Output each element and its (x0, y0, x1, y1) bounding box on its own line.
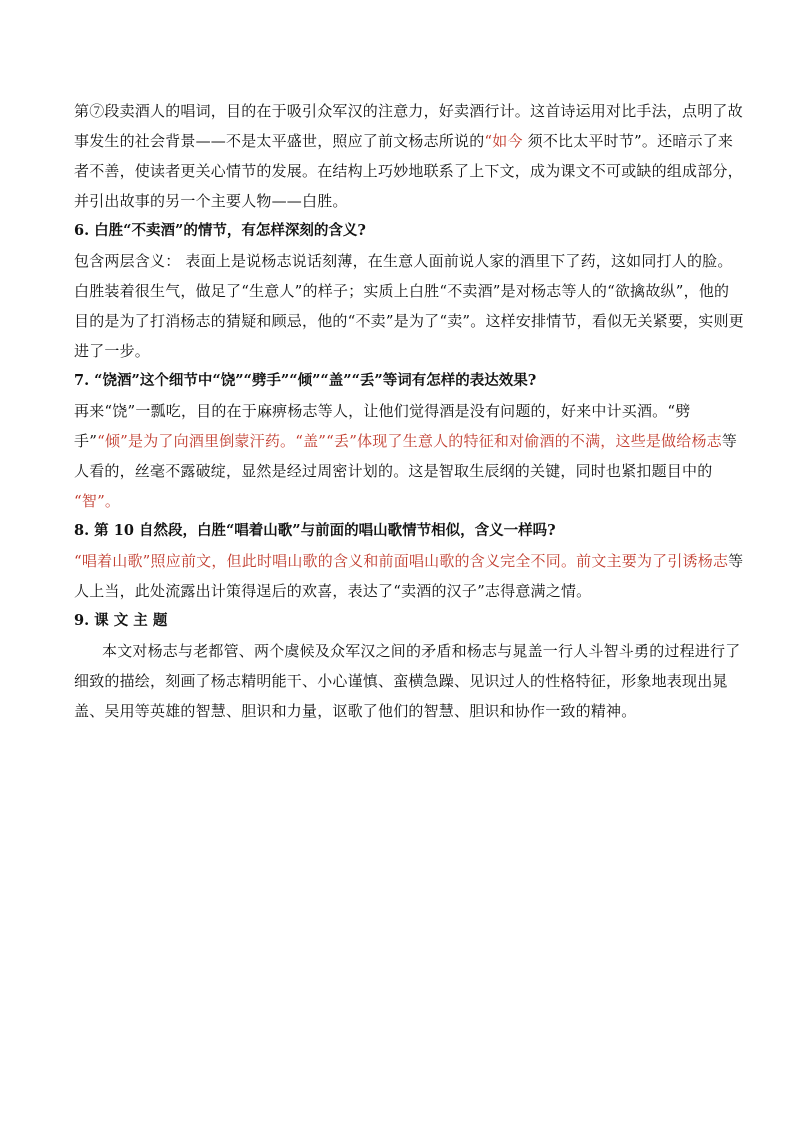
q8-answer-black: 等人上当，此处流露出计策得逞后的欢喜，表达了“卖酒的汉子”志得意满之情。 (74, 552, 744, 600)
intro-text-a: 第⑦段卖酒人的唱词，目的在于吸引众军汉的注意力，好卖酒行计。这首诗运用对比手法，点明了故事发生的社会背景——不是太平盛世，照应了前文杨志所说的 (74, 102, 743, 150)
intro-text-b: 须不比太平时节”。还暗示了来者不善，使读者更关心情节的发展。在结构上巧妙地联系了上下文，成为课文不可或缺的组成部分，并引出故事的另一个主要人物——白胜。 (74, 132, 743, 210)
question-8-heading: 8. 第 10 自然段，白胜“唱着山歌”与前面的唱山歌情节相似，含义一样吗? (74, 522, 556, 539)
question-9-heading: 9. 课 文 主 题 (74, 612, 168, 629)
q8-answer-red: “唱着山歌”照应前文，但此时唱山歌的含义和前面唱山歌的含义完全不同。前文主要为了引诱杨志 (74, 552, 729, 570)
question-7-heading: 7. “饶酒”这个细节中“饶”“劈手”“倾”“盖”“丢”等词有怎样的表达效果? (74, 372, 537, 389)
q7-answer-line1: 再来“饶”一瓢吃，目的在于麻痹杨志等人，让他们觉得酒是没有问题的，好来中计买酒。“劈手” (74, 402, 691, 450)
theme-paragraph: 本文对杨志与老都管、两个虞候及众军汉之间的矛盾和杨志与晁盖一行人斗智斗勇的过程进行了细致的描绘，刻画了杨志精明能干、小心谨慎、蛮横急躁、见识过人的性格特征，形象地表现出晁盖、吴用等英雄的智慧、胆识和力量，讴歌了他们的智慧、胆识和协作一致的精神。 (74, 642, 741, 720)
question-8-answer (74, 546, 744, 606)
q7-answer-line3: 等人看的，丝毫不露破绽，显然是经过周密计划的。这是智取生辰纲的关键，同时也紧扣题目中的 (74, 432, 738, 480)
q7-answer-red2: “智”。 (74, 492, 121, 510)
question-6-heading: 6. 白胜“不卖酒”的情节，有怎样深刻的含义? (74, 222, 366, 239)
intro-paragraph (74, 96, 744, 216)
q7-answer-red1: “倾”是为了向酒里倒蒙汗药。“盖”“丢”体现了生意人的特征和对偷酒的不满，这些是做给杨志 (97, 432, 722, 450)
question-6-answer: 包含两层含义： 表面上是说杨志说话刻薄，在生意人面前说人家的酒里下了药，这如同打人的脸。白胜装着很生气，做足了“生意人”的样子；实质上白胜“不卖酒”是对杨志等人的“欲擒故纵”，他的目的是为了打消杨志的猜疑和顾忌，他的“不卖”是为了“卖”。这样安排情节，看似无关紧要，实则更进了一步。 (74, 252, 744, 360)
question-7-answer (74, 396, 744, 516)
intro-quote-red: “如今 (484, 132, 523, 150)
